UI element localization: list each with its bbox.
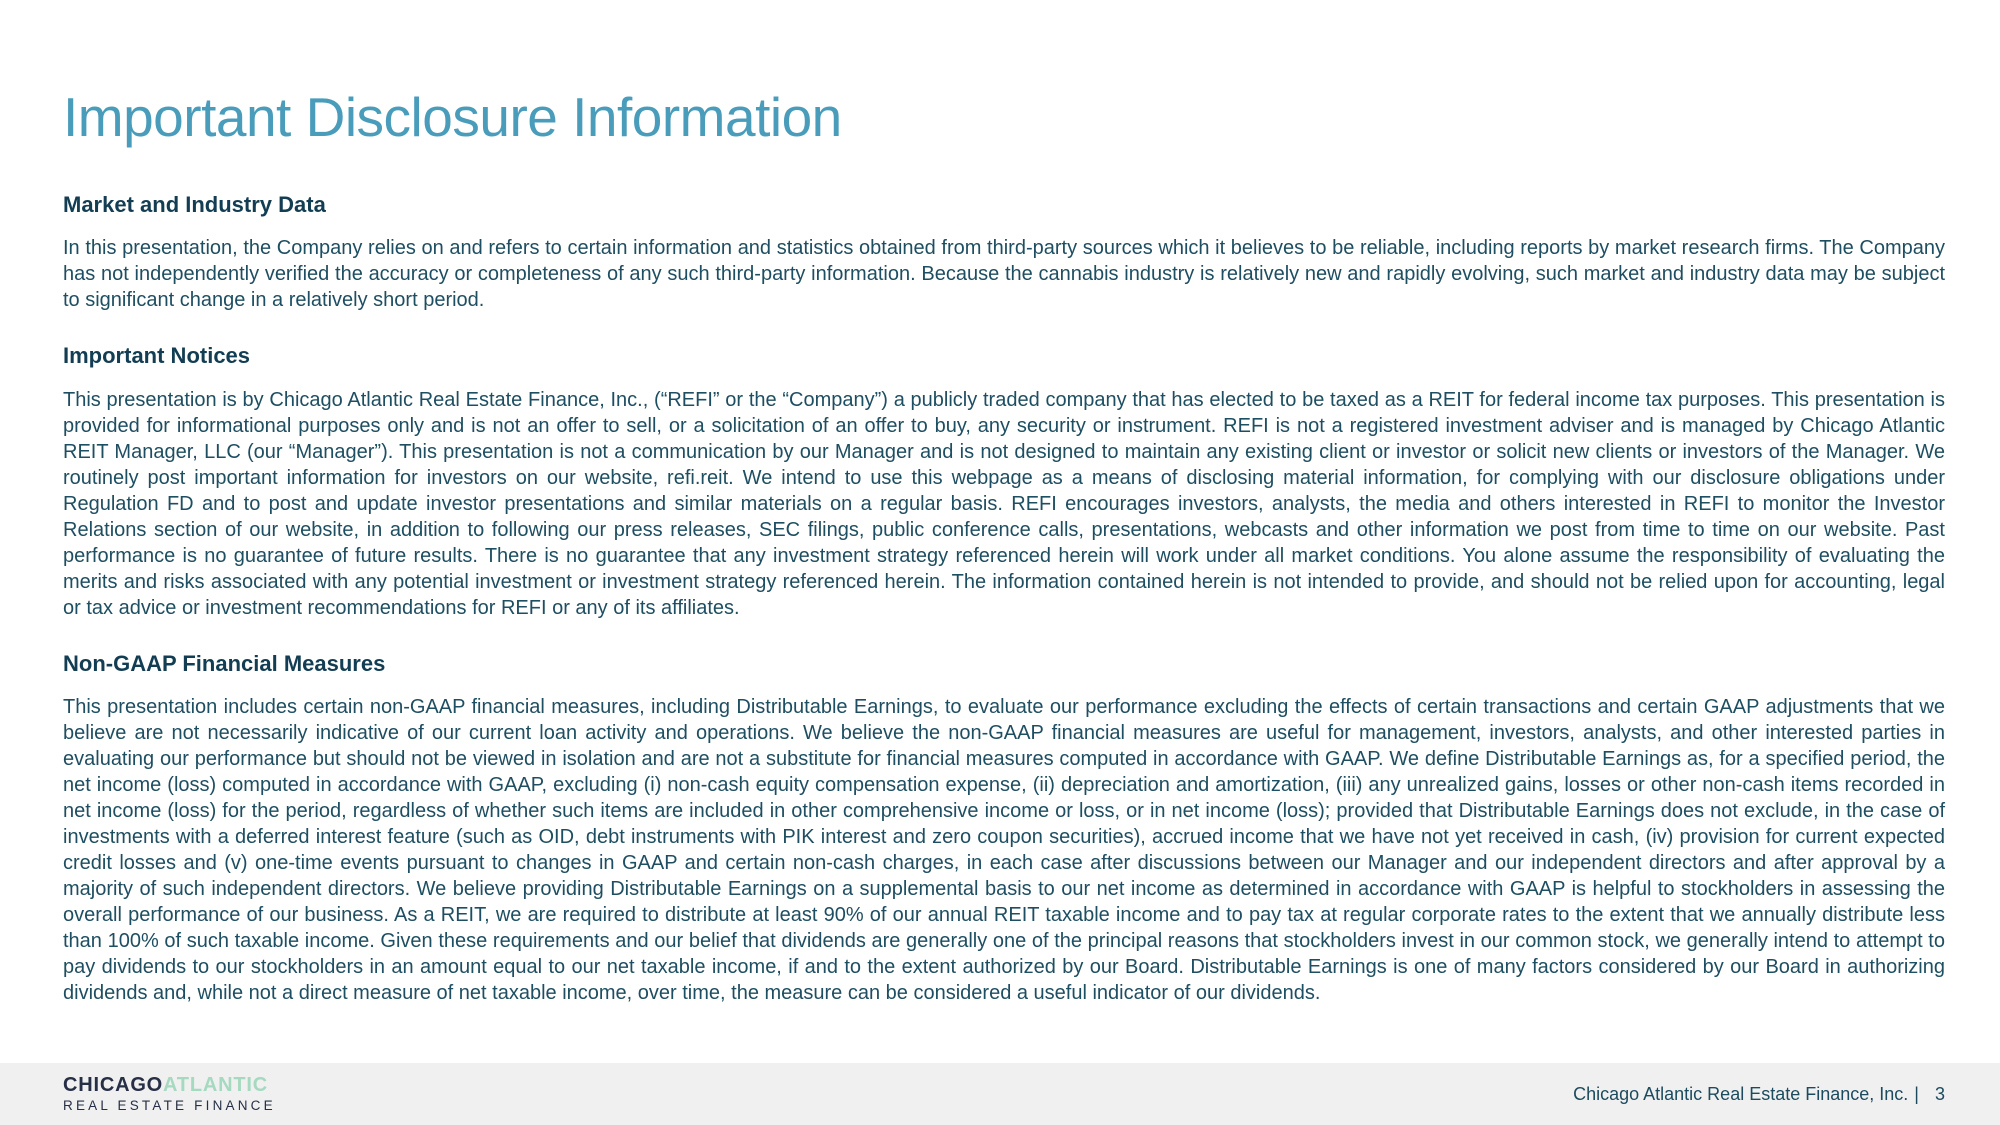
section-body-non-gaap-financial-measures: This presentation includes certain non-GAAP financial measures, including Distributable Earnings, to evaluate our performance excluding the effects of certain transactions and certain GAAP adjustments that we believe are not necessarily indicative of our current loan activity and operations. We believe the non-GAAP financial measures are useful for management, investors, analysts, and other interested parties in evaluating our performance but should not be viewed in isolation and are not a substitute for financial measures computed in accordance with GAAP. We define Distributable Earnings as, for a specified period, the net income (loss) computed in accordance with GAAP, excluding (i) non-cash equity compensation expense, (ii) depreciation and amortization, (iii) any unrealized gains, losses or other non-cash items recorded in net income (loss) for the period, regardless of whether such items are included in other comprehensive income or loss, or in net income (loss); provided that Distributable Earnings does not exclude, in the case of investments with a deferred interest feature (such as OID, debt instruments with PIK interest and zero coupon securities), accrued income that we have not yet received in cash, (iv) provision for current expected credit losses and (v) one-time events pursuant to changes in GAAP and certain non-cash charges, in each case after discussions between our Manager and our independent directors and after approval by a majority of such independent directors. We believe providing Distributable Earnings on a supplemental basis to our net income as determined in accordance with GAAP is helpful to stockholders in assessing the overall performance of our business. As a REIT, we are required to distribute at least 90% of our annual REIT taxable income and to pay tax at regular corporate rates to the extent that we annually distribute less than 100% of such taxable income. Given these requirements and our belief that dividends are generally one of the principal reasons that stockholders invest in our common stock, we generally intend to attempt to pay dividends to our stockholders in an amount equal to our net taxable income, if and to the extent authorized by our Board. Distributable Earnings is one of many factors considered by our Board in authorizing dividends and, while not a direct measure of net taxable income, over time, the measure can be considered a useful indicator of our dividends. [63,696,1945,1005]
footer-separator: | [1914,1083,1919,1104]
slide-footer [0,1063,2000,1125]
logo-tagline: REAL ESTATE FINANCE [63,1098,276,1114]
section-heading-market-and-industry-data: Market and Industry Data [63,192,326,217]
section-body-market-and-industry-data: In this presentation, the Company relies on and refers to certain information and statistics obtained from third-party sources which it believes to be reliable, including reports by market research firms. The Company has not independently verified the accuracy or completeness of any such third-party information. Because the cannabis industry is relatively new and rapidly evolving, such market and industry data may be subject to significant change in a relatively short period. [63,237,1945,312]
section-heading-non-gaap-financial-measures: Non-GAAP Financial Measures [63,650,386,676]
section-heading-important-notices: Important Notices [63,343,251,369]
logo-atlantic-text: ATLANTIC [163,1074,268,1097]
footer-company-name: Chicago Atlantic Real Estate Finance, Inc. [1573,1083,1909,1104]
logo-wordmark [63,1075,276,1095]
footer-page-info [1573,1084,1945,1105]
logo-chicago-text: CHICAGO [63,1074,164,1097]
page-title: Important Disclosure Information [63,86,842,148]
section-body-important-notices: This presentation is by Chicago Atlantic Real Estate Finance, Inc., (“REFI” or the “Company”) a publicly traded company that has elected to be taxed as a REIT for federal income tax purposes. This presentation is provided for informational purposes only and is not an offer to sell, or a solicitation of an offer to buy, any security or instrument. REFI is not a registered investment adviser and is managed by Chicago Atlantic REIT Manager, LLC (our “Manager”). This presentation is not a communication by our Manager and is not designed to maintain any existing client or investor or solicit new clients or investors of the Manager. We routinely post important information for investors on our website, refi.reit. We intend to use this webpage as a means of disclosing material information, for complying with our disclosure obligations under Regulation FD and to post and update investor presentations and similar materials on a regular basis. REFI encourages investors, analysts, the media and others interested in REFI to monitor the Investor Relations section of our website, in addition to following our press releases, SEC filings, public conference calls, presentations, webcasts and other information we post from time to time on our website. Past performance is no guarantee of future results. There is no guarantee that any investment strategy referenced herein will work under all market conditions. You alone assume the responsibility of evaluating the merits and risks associated with any potential investment or investment strategy referenced herein. The information contained herein is not intended to provide, and should not be relied upon for accounting, legal or tax advice or investment recommendations for REFI or any of its affiliates. [63,388,1945,619]
footer-page-number: 3 [1934,1083,1945,1104]
slide-content [63,0,1945,1006]
company-logo [63,1075,276,1113]
